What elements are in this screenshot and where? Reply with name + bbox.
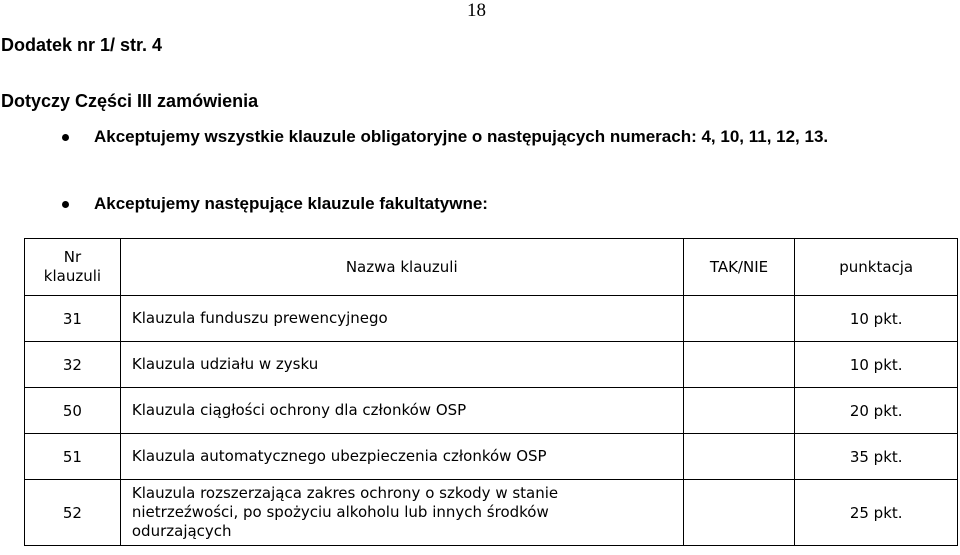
table-row <box>25 434 958 480</box>
bullet-obligatory-clauses: Akceptujemy wszystkie klauzule obligatoryjne o następujących numerach: 4, 10, 11, 12, 13. <box>94 127 829 146</box>
clause-nr: 31 <box>25 296 121 342</box>
clause-name: Klauzula ciągłości ochrony dla członków OSP <box>120 388 683 434</box>
clause-name: Klauzula automatycznego ubezpieczenia członków OSP <box>120 434 683 480</box>
clause-yes-no <box>683 388 795 434</box>
clause-points: 10 pkt. <box>795 342 958 388</box>
clause-yes-no <box>683 434 795 480</box>
header-nr-label: Nr klauzuli <box>43 248 102 285</box>
table-row <box>25 342 958 388</box>
table-row <box>25 388 958 434</box>
clause-nr: 32 <box>25 342 121 388</box>
clause-nr: 50 <box>25 388 121 434</box>
clause-points: 20 pkt. <box>795 388 958 434</box>
clause-name: Klauzula funduszu prewencyjnego <box>120 296 683 342</box>
bullet-dot-icon <box>62 134 69 141</box>
clause-name <box>120 480 683 546</box>
section-heading: Dotyczy Części III zamówienia <box>1 91 259 111</box>
clause-points: 25 pkt. <box>795 480 958 546</box>
clause-yes-no <box>683 342 795 388</box>
bullet-optional-clauses: Akceptujemy następujące klauzule fakultatywne: <box>94 194 488 213</box>
clause-yes-no <box>683 480 795 546</box>
clause-name: Klauzula udziału w zysku <box>120 342 683 388</box>
table-row <box>25 480 958 546</box>
header-name: Nazwa klauzuli <box>120 239 683 296</box>
header-nr <box>25 239 121 296</box>
clause-yes-no <box>683 296 795 342</box>
header-points: punktacja <box>795 239 958 296</box>
bullet-dot-icon <box>62 201 69 208</box>
optional-clauses-table <box>24 238 958 546</box>
header-yes-no: TAK/NIE <box>683 239 795 296</box>
clause-points: 10 pkt. <box>795 296 958 342</box>
table-row <box>25 296 958 342</box>
clause-nr: 52 <box>25 480 121 546</box>
table-header-row <box>25 239 958 296</box>
clause-nr: 51 <box>25 434 121 480</box>
page-number: 18 <box>467 0 486 21</box>
appendix-heading: Dodatek nr 1/ str. 4 <box>1 35 163 55</box>
clause-points: 35 pkt. <box>795 434 958 480</box>
clause-name-text: Klauzula rozszerzająca zakres ochrony o szkody w stanie nietrzeźwości, po spożyciu alkoholu lub innych środków odurzających <box>131 484 559 540</box>
